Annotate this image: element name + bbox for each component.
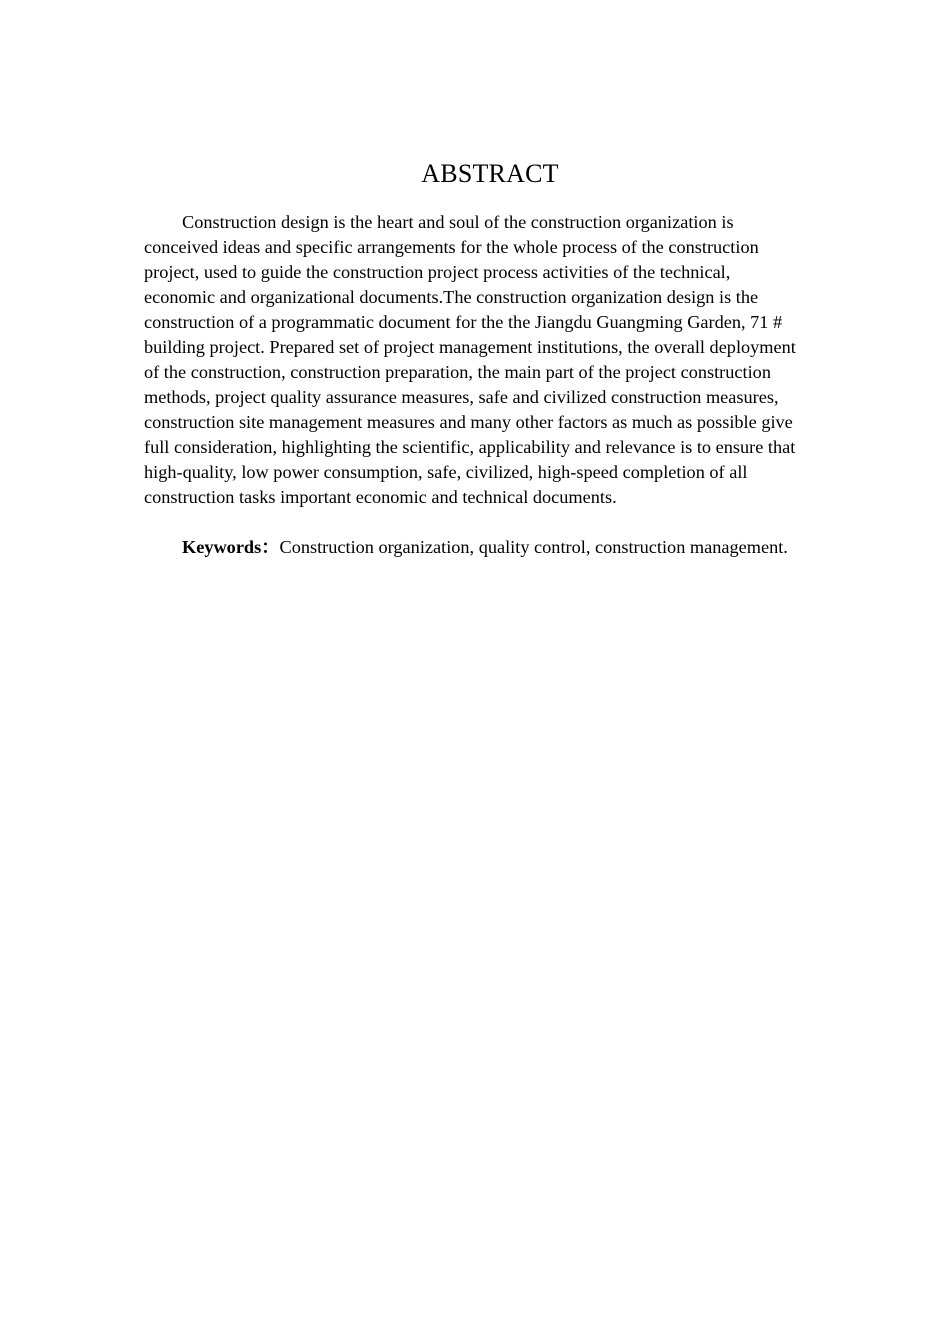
keywords-label: Keywords： <box>182 537 280 557</box>
keywords-paragraph <box>144 535 800 560</box>
abstract-section <box>144 157 800 560</box>
abstract-title: ABSTRACT <box>421 159 559 188</box>
abstract-paragraph: Construction design is the heart and soul of the construction organization is conceived ideas and specific arrangements for the whole process of the construction project, used to guide the construction project process activities of the technical, economic and organizational documents.The construction organization design is the construction of a programmatic document for the the Jiangdu Guangming Garden, 71 # building project. Prepared set of project management institutions, the overall deployment of the construction, construction preparation, the main part of the project construction methods, project quality assurance measures, safe and civilized construction measures, construction site management measures and many other factors as much as possible give full consideration, highlighting the scientific, applicability and relevance is to ensure that high-quality, low power consumption, safe, civilized, high-speed completion of all construction tasks important economic and technical documents. <box>144 212 796 507</box>
keywords-text: Construction organization, quality control, construction management. <box>279 537 788 557</box>
